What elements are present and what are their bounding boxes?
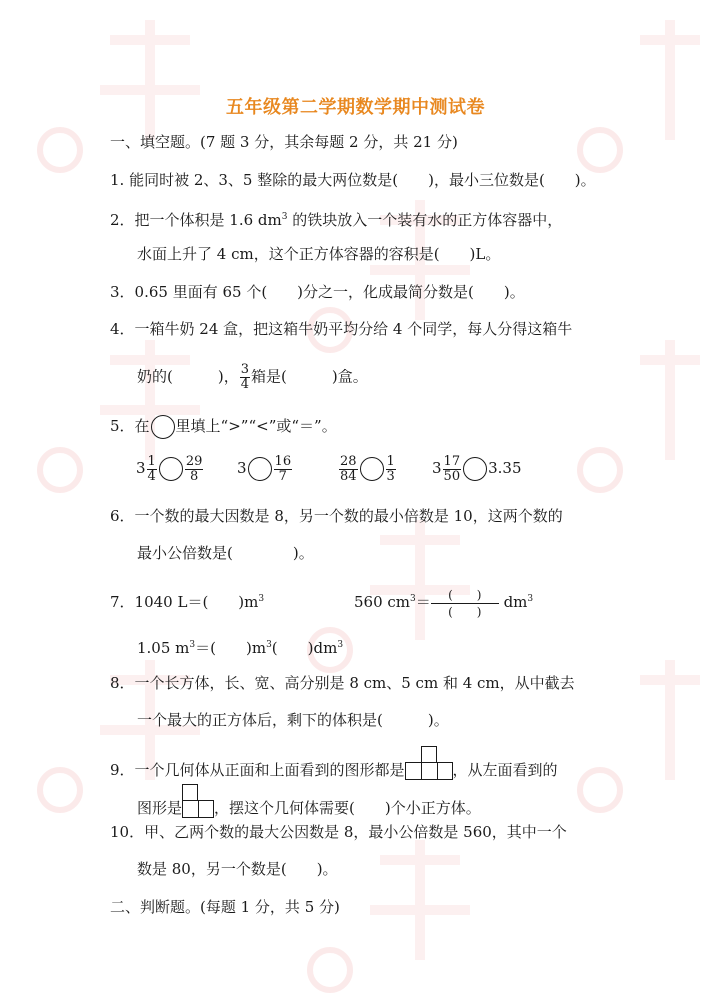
q7b-unit-sup: 3	[527, 594, 534, 604]
q7c-text-3: ( )dm	[271, 639, 338, 657]
q5c3-rn: 1	[386, 453, 395, 469]
question-8-line-1: 8．一个长方体，长、宽、高分别是 8 cm、5 cm 和 4 cm，从中截去	[110, 674, 575, 692]
q5-text-b: 里填上“>”“<”或“＝”。	[175, 417, 337, 435]
q7c-text-1: 1.05 m	[137, 639, 190, 657]
q9-text-a: 9．一个几何体从正面和上面看到的图形都是	[110, 761, 405, 779]
q7a-text: 7．1040 L＝( )m	[110, 593, 259, 611]
q4-text-a: 奶的( )，	[137, 367, 239, 386]
q5c2-rd: 7	[278, 468, 287, 484]
q5c1-ld: 4	[147, 468, 156, 484]
question-10-line-2: 数是 80，另一个数是( )。	[137, 860, 338, 878]
question-6-line-1: 6．一个数的最大因数是 8，另一个数的最小倍数是 10，这两个数的	[110, 507, 563, 525]
q5c3-left-frac	[339, 455, 358, 484]
page-title: 五年级第二学期数学期中测试卷	[226, 97, 485, 118]
q7b-fraction	[431, 587, 499, 620]
q5c3-ln: 28	[340, 453, 357, 469]
q5c2-rn: 16	[274, 453, 292, 469]
question-3: 3．0.65 里面有 65 个( )分之一，化成最简分数是( )。	[110, 283, 525, 301]
q2-text-a: 2．把一个体积是 1.6 dm	[110, 211, 282, 229]
q5c3-rd: 3	[386, 468, 395, 484]
front-top-view-shape	[405, 746, 453, 780]
q7b-text: 560 cm	[354, 593, 411, 611]
question-9-line-1	[110, 754, 558, 788]
question-5-compare-4	[432, 452, 522, 484]
question-2-line-2: 水面上升了 4 cm，这个正方体容器的容积是( )L。	[137, 245, 501, 263]
q5c1-whole: 3	[136, 459, 146, 477]
q9-text-b: ，从左面看到的	[452, 761, 558, 779]
q5c4-ln: 17	[443, 453, 461, 469]
q7b-num: ( )	[431, 587, 499, 604]
q4-text-b: 箱是( )盒。	[251, 367, 368, 386]
q9-text-d: ，摆这个几何体需要( )个小正方体。	[214, 799, 481, 817]
question-7-part-a	[110, 589, 264, 612]
section-1-heading: 一、填空题。(7 题 3 分，其余每题 2 分，共 21 分)	[110, 133, 458, 151]
question-5-line-1	[110, 415, 337, 439]
question-10-line-1: 10．甲、乙两个数的最大公因数是 8，最小公倍数是 560，其中一个	[110, 823, 567, 841]
q5c4-left-frac	[443, 455, 462, 484]
section-2-heading: 二、判断题。(每题 1 分，共 5 分)	[110, 898, 340, 916]
q7b-unit: dm	[503, 593, 528, 611]
question-8-line-2: 一个最大的正方体后，剩下的体积是( )。	[137, 711, 449, 729]
q7c-sup-2: 3	[266, 640, 272, 650]
q5c4-right: 3.35	[488, 459, 522, 477]
question-6-line-2: 最小公倍数是( )。	[137, 544, 314, 562]
q4-fraction	[240, 363, 250, 392]
q5c3-right-frac	[386, 455, 396, 484]
q7b-sup: 3	[410, 594, 416, 604]
q5c1-right-frac	[185, 455, 204, 484]
q5c1-left-frac	[147, 455, 157, 484]
q5-text-a: 5．在	[110, 417, 150, 435]
q2-text-b: 的铁块放入一个装有水的正方体容器中，	[287, 211, 563, 229]
q7b-den: ( )	[448, 604, 482, 619]
answer-circle[interactable]	[151, 415, 175, 439]
answer-circle[interactable]	[463, 457, 487, 481]
q5c4-whole: 3	[432, 459, 442, 477]
q9-text-c: 图形是	[137, 799, 183, 817]
q7c-sup-3: 3	[337, 640, 344, 650]
q4-frac-num: 3	[240, 362, 249, 377]
question-5-compare-3	[338, 452, 397, 484]
answer-circle[interactable]	[248, 457, 272, 481]
q5c3-ld: 84	[340, 468, 357, 484]
q5c2-whole: 3	[237, 459, 247, 477]
question-1: 1. 能同时被 2、3、5 整除的最大两位数是( )，最小三位数是( )。	[110, 171, 596, 189]
q5c4-ld: 50	[443, 468, 461, 484]
left-view-shape	[182, 784, 214, 818]
question-7-part-b	[354, 578, 533, 623]
q5c1-rn: 29	[185, 453, 203, 469]
question-7-part-c	[137, 635, 343, 658]
question-4-line-2	[137, 363, 368, 392]
q5c2-right-frac	[274, 455, 293, 484]
q5c1-ln: 1	[147, 453, 156, 469]
q7c-text-2: ＝( )m	[195, 639, 267, 657]
q2-sup: 3	[281, 212, 288, 222]
question-4-line-1: 4．一箱牛奶 24 盒，把这箱牛奶平均分给 4 个同学，每人分得这箱牛	[110, 320, 573, 338]
question-5-compare-1	[136, 452, 204, 484]
answer-circle[interactable]	[159, 457, 183, 481]
q7b-eq: ＝	[415, 593, 431, 611]
question-2-line-1	[110, 207, 562, 230]
answer-circle[interactable]	[360, 457, 384, 481]
question-5-compare-2	[237, 452, 293, 484]
q4-frac-den: 4	[240, 377, 249, 392]
q5c1-rd: 8	[189, 468, 199, 484]
q7c-sup-1: 3	[189, 640, 196, 650]
q7a-sup: 3	[258, 594, 265, 604]
question-9-line-2	[137, 792, 481, 826]
